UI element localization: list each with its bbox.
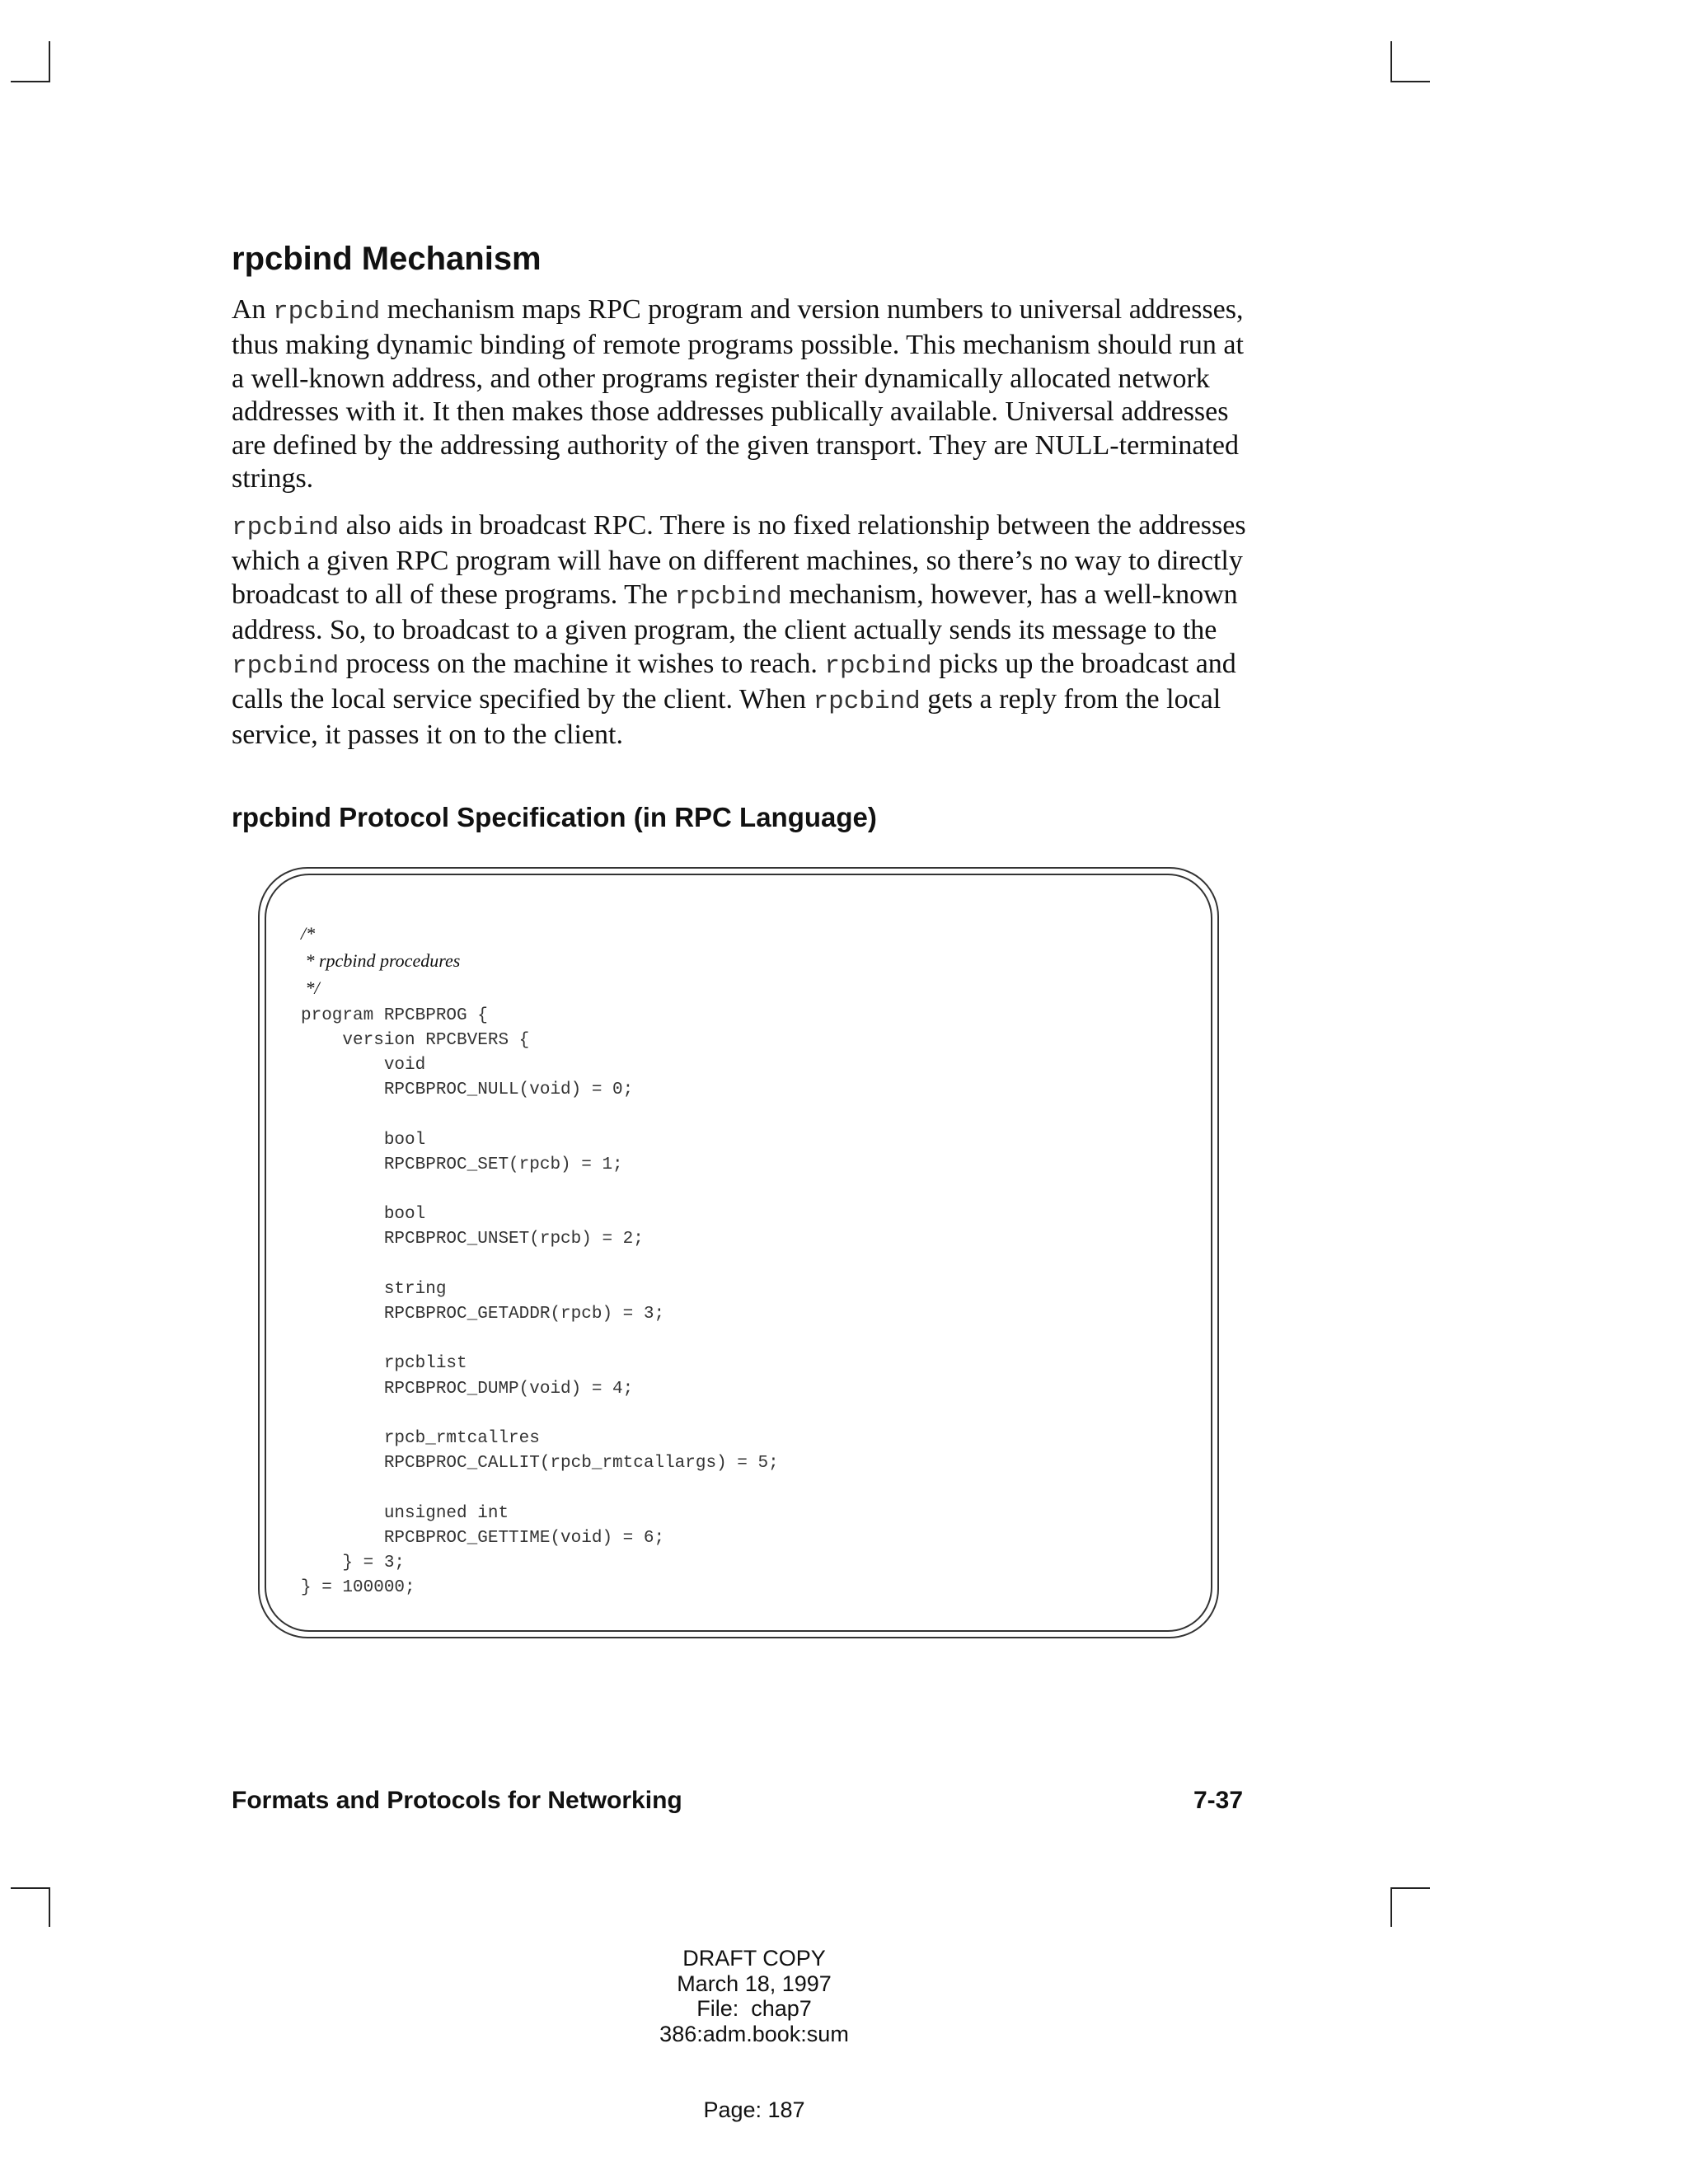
- draft-book: 386:adm.book:sum: [659, 2021, 849, 2046]
- paragraph-text: process on the machine it wishes to reach.: [339, 648, 825, 679]
- crop-mark-top-left-h: [11, 81, 50, 82]
- paragraph-rpcbind-mechanism: [232, 293, 1262, 495]
- inline-code: rpcbind: [824, 651, 932, 681]
- paragraph-text: picks up the broadcast and calls the local service specified by the client. When: [232, 648, 1236, 715]
- paragraph-text: gets a reply from the local service, it passes it on to the client.: [232, 684, 1221, 751]
- draft-stamp: [577, 1946, 931, 2046]
- inline-code: rpcbind: [273, 298, 381, 326]
- paragraph-text: mechanism, however, has a well-known address. So, to broadcast to a given program, the client actually sends its message to the: [232, 579, 1238, 646]
- footer-page-number: 7-37: [1193, 1787, 1243, 1814]
- code-body: program RPCBPROG { version RPCBVERS { void RPCBPROC_NULL(void) = 0; bool RPCBPROC_SET(rpcb) = 1; bool RPCBPROC_UNSET(rpcb) = 2; string RPCBPROC_GETADDR(rpcb) = 3; rpcblist RPCBPROC_DUMP(void) = 4; rpcb_rmtcallres RPCBPROC_CALLIT(rpcb_rmtcallargs) = 5; unsigned int RPCBPROC_GETTIME(void) = 6; } = 3; } = 100000;: [301, 1005, 779, 1598]
- crop-mark-top-right-v: [1390, 41, 1392, 82]
- crop-mark-bottom-right-v: [1390, 1887, 1392, 1927]
- paragraph-text: mechanism maps RPC program and version numbers to universal addresses, thus making dynamic binding of remote programs possible. This mechanism should run at a well-known address, and other programs register their dynamically allocated network addresses with it. It then makes those addresses publically available. Universal addresses are defined by the addressing authority of the given transport. They are NULL-terminated strings.: [232, 294, 1244, 494]
- section-title: rpcbind Mechanism: [232, 241, 542, 277]
- paragraph-text: also aids in broadcast RPC. There is no fixed relationship between the addresses which a given RPC program will have on different machines, so there’s no way to directly broadcast to all of these programs. The: [232, 510, 1246, 610]
- inline-code: rpcbind: [232, 651, 340, 681]
- crop-mark-top-left-v: [49, 41, 50, 82]
- draft-date: March 18, 1997: [677, 1971, 832, 1996]
- crop-mark-bottom-left-v: [49, 1887, 50, 1927]
- inline-code: rpcbind: [674, 582, 782, 612]
- footer-chapter-title: Formats and Protocols for Networking: [232, 1787, 682, 1814]
- draft-line: DRAFT COPY: [682, 1946, 826, 1971]
- crop-mark-top-right-h: [1390, 81, 1430, 82]
- code-comment: /* * rpcbind procedures */: [301, 923, 461, 999]
- crop-mark-bottom-right-h: [1390, 1887, 1430, 1889]
- paragraph-text: An: [232, 294, 274, 325]
- draft-file: File: chap7: [696, 1996, 812, 2021]
- crop-mark-bottom-left-h: [11, 1887, 50, 1889]
- code-listing: [301, 921, 779, 1601]
- paragraph-broadcast-rpc: [232, 509, 1262, 752]
- inline-code: rpcbind: [232, 513, 340, 542]
- page-label: Page: 187: [703, 2097, 805, 2122]
- subsection-title: rpcbind Protocol Specification (in RPC Language): [232, 802, 877, 832]
- inline-code: rpcbind: [813, 687, 921, 717]
